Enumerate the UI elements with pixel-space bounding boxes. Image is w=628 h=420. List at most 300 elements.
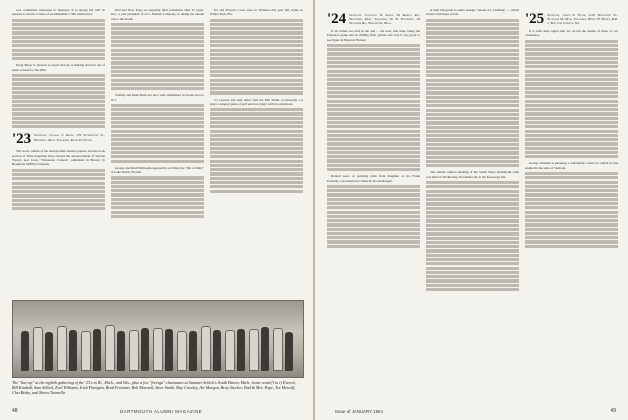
text-line: [210, 155, 303, 158]
text-line: [525, 95, 618, 98]
text-block: [12, 74, 105, 129]
text-line: [12, 104, 105, 107]
text-line: [525, 74, 618, 77]
text-line: [327, 189, 420, 192]
text-line: [327, 74, 420, 77]
text-line: [525, 65, 618, 68]
text-line: [327, 91, 420, 94]
person-figure: [237, 329, 245, 371]
col-text: Tommy and Ruth Barth are now well established in Ocean Grove, N.J.: [111, 93, 204, 102]
person-figure: [93, 329, 101, 371]
text-line: [111, 198, 204, 201]
issue-date: Issue of JANUARY 1964: [335, 409, 383, 414]
col-text: Doug Beyer is pleased to report that he is making the best out of plans to head for the 40th.: [12, 63, 105, 72]
text-line: [12, 36, 105, 39]
text-line: [327, 185, 420, 188]
text-line: [327, 219, 420, 222]
text-line: [210, 31, 303, 34]
text-line: [525, 78, 618, 81]
text-line: [111, 155, 204, 158]
text-line: [426, 181, 519, 184]
text-line: [210, 172, 303, 175]
text-line: [327, 142, 420, 145]
text-line: [12, 82, 105, 85]
text-block: [12, 19, 105, 61]
left-page: [0, 0, 313, 420]
text-line: [426, 74, 519, 77]
text-line: [327, 130, 420, 133]
text-line: [111, 31, 204, 34]
text-line: [12, 182, 105, 185]
col-text: Roland news of wedding bells from daughter of Ira Frank Kavitsky, was married to Jamie B. Roodenburger.: [327, 174, 420, 183]
text-line: [426, 130, 519, 133]
text-line: [426, 258, 519, 261]
text-line: [426, 138, 519, 141]
text-line: [426, 31, 519, 34]
text-line: [210, 66, 303, 69]
text-line: [327, 134, 420, 137]
text-line: [327, 147, 420, 150]
text-line: [327, 232, 420, 235]
text-line: [525, 52, 618, 55]
text-line: [426, 147, 519, 150]
text-line: [210, 117, 303, 120]
text-line: [525, 236, 618, 239]
text-line: [12, 40, 105, 43]
text-line: [327, 121, 420, 124]
text-line: [426, 104, 519, 107]
text-line: [525, 112, 618, 115]
left-col-1: [12, 8, 105, 221]
text-line: [327, 198, 420, 201]
text-line: [111, 108, 204, 111]
text-line: [111, 40, 204, 43]
text-line: [525, 202, 618, 205]
text-line: [12, 78, 105, 81]
page-number-left: 48: [12, 408, 18, 414]
text-block: [111, 104, 204, 163]
text-line: [426, 87, 519, 90]
text-line: [111, 83, 204, 86]
text-line: [210, 168, 303, 171]
text-line: [426, 70, 519, 73]
text-line: [210, 87, 303, 90]
text-line: [210, 130, 303, 133]
text-line: [426, 224, 519, 227]
text-line: [327, 240, 420, 243]
text-line: [111, 176, 204, 179]
text-line: [426, 228, 519, 231]
text-line: [327, 151, 420, 154]
class-secretary: Secretary, Charles T. Reese, 176 Washington St., Haverhill, Mass. Treasurer, Roger D. Woods: [34, 133, 105, 142]
text-line: [426, 19, 519, 22]
text-line: [12, 203, 105, 206]
text-line: [210, 125, 303, 128]
text-line: [426, 160, 519, 163]
text-line: [12, 121, 105, 124]
text-line: [426, 40, 519, 43]
text-line: [111, 36, 204, 39]
text-line: [426, 245, 519, 248]
text-line: [525, 61, 618, 64]
text-line: [210, 185, 303, 188]
text-line: [210, 151, 303, 154]
text-line: [525, 176, 618, 179]
text-line: [210, 142, 303, 145]
person-figure: [21, 331, 29, 371]
text-line: [525, 70, 618, 73]
text-line: [12, 100, 105, 103]
text-block: [525, 172, 618, 248]
text-line: [525, 125, 618, 128]
text-line: [525, 82, 618, 85]
text-line: [210, 190, 303, 193]
text-line: [327, 48, 420, 51]
text-line: [111, 66, 204, 69]
text-line: [111, 130, 204, 133]
class-secretary: Secretary, Chauncey N. Allen, 29 Ramsay Rd., Westfield, Mass. Treasurer, W. B. Woodbury, 29 Woodside Rd., Winchester, Mass.: [349, 13, 420, 26]
text-line: [327, 228, 420, 231]
text-block: [210, 19, 303, 95]
text-line: [327, 138, 420, 141]
text-line: [426, 271, 519, 274]
text-line: [111, 206, 204, 209]
text-line: [426, 49, 519, 52]
text-line: [210, 74, 303, 77]
text-block: [327, 185, 420, 248]
text-line: [525, 189, 618, 192]
text-line: [525, 91, 618, 94]
person-figure: [141, 328, 149, 371]
text-line: [111, 185, 204, 188]
text-line: [210, 53, 303, 56]
text-line: [327, 211, 420, 214]
text-line: [327, 159, 420, 162]
text-line: [327, 236, 420, 239]
text-line: [327, 112, 420, 115]
person-figure: [129, 330, 139, 371]
col-text: Dad and Dorr Pope are enjoying their retirement after 35 years. Doc, a past president of A.C. Nielsen Company, is taking his annual trip to the South.: [111, 8, 204, 21]
text-line: [210, 57, 303, 60]
text-block: [111, 176, 204, 218]
text-line: [327, 215, 420, 218]
text-line: [327, 164, 420, 167]
text-line: [327, 65, 420, 68]
text-line: [210, 44, 303, 47]
text-line: [426, 288, 519, 291]
person-figure: [225, 330, 235, 371]
text-line: [210, 83, 303, 86]
text-line: [426, 254, 519, 257]
text-line: [210, 134, 303, 137]
col-text: It is with deep regret that we record the deaths of three of our classmates.: [525, 29, 618, 38]
text-line: [426, 198, 519, 201]
text-line: [426, 27, 519, 30]
text-line: [111, 27, 204, 30]
text-block: [426, 19, 519, 168]
person-figure: [249, 329, 259, 371]
text-line: [525, 48, 618, 51]
person-figure: [57, 326, 67, 371]
class-secretary: Secretary, Joseph E. Frank, 2125 Worcester St., Waltham 54, Mass. Treasurer, Henry W. Haines, R.R. 1, Box 114, Chester, N.J.: [547, 13, 618, 26]
text-line: [525, 40, 618, 43]
text-line: [426, 66, 519, 69]
text-line: [210, 23, 303, 26]
text-line: [426, 190, 519, 193]
text-line: [12, 112, 105, 115]
text-line: [525, 219, 618, 222]
text-line: [111, 74, 204, 77]
text-line: [327, 108, 420, 111]
text-line: [111, 57, 204, 60]
text-line: [12, 190, 105, 193]
text-line: [111, 112, 204, 115]
text-line: [12, 74, 105, 77]
text-line: [111, 87, 204, 90]
person-figure: [69, 330, 77, 371]
text-line: [426, 207, 519, 210]
left-col-2: [111, 8, 204, 221]
text-block: [426, 181, 519, 291]
text-line: [210, 19, 303, 22]
right-col-1: [327, 8, 420, 294]
right-columns: [327, 8, 618, 294]
text-line: [12, 27, 105, 30]
text-line: [426, 91, 519, 94]
text-line: [111, 193, 204, 196]
text-line: [327, 125, 420, 128]
right-page: [315, 0, 628, 420]
text-line: [111, 181, 204, 184]
text-line: [12, 177, 105, 180]
person-figure: [285, 332, 293, 371]
text-line: [525, 142, 618, 145]
text-line: [327, 117, 420, 120]
text-line: [12, 169, 105, 172]
text-line: [12, 186, 105, 189]
text-line: [426, 275, 519, 278]
text-line: [525, 223, 618, 226]
person-figure: [153, 328, 163, 371]
text-line: [525, 181, 618, 184]
text-line: [111, 160, 204, 163]
text-line: [111, 215, 204, 218]
person-figure: [81, 331, 91, 371]
text-line: [12, 91, 105, 94]
text-line: [210, 160, 303, 163]
text-line: [210, 164, 303, 167]
text-line: [426, 151, 519, 154]
text-line: [12, 194, 105, 197]
person-figure: [189, 331, 197, 371]
text-line: [111, 211, 204, 214]
text-line: [327, 87, 420, 90]
text-block: [210, 108, 303, 193]
text-line: [525, 57, 618, 60]
text-line: [426, 241, 519, 244]
text-line: [327, 61, 420, 64]
text-line: [525, 232, 618, 235]
class-year: '24: [327, 11, 347, 27]
text-line: [210, 112, 303, 115]
col-text: It all comes out well in the end ... the next, this time, being the Princeton game and in chilling final quarter and won it was good to see figure in Hanover Barney.: [327, 29, 420, 42]
text-block: [12, 169, 105, 211]
text-line: [525, 198, 618, 201]
class-year: '23: [12, 131, 32, 148]
left-columns: [12, 8, 303, 221]
text-line: [210, 61, 303, 64]
text-line: [327, 104, 420, 107]
text-line: [210, 121, 303, 124]
text-line: [426, 96, 519, 99]
text-line: [111, 121, 204, 124]
text-line: [12, 19, 105, 22]
text-line: [210, 49, 303, 52]
text-line: [327, 78, 420, 81]
text-line: [111, 151, 204, 154]
text-line: [525, 130, 618, 133]
person-figure: [117, 331, 125, 371]
text-line: [327, 193, 420, 196]
text-line: [210, 79, 303, 82]
text-line: [210, 91, 303, 94]
text-line: [525, 87, 618, 90]
text-line: [426, 53, 519, 56]
text-line: [210, 70, 303, 73]
text-line: [111, 44, 204, 47]
person-figure: [165, 329, 173, 371]
text-line: [210, 138, 303, 141]
col-text: Ed and Frances Cook were in Vermont this past fall, home in Winter Park, Fla.: [210, 8, 303, 17]
text-line: [426, 262, 519, 265]
text-line: [12, 23, 105, 26]
text-line: [111, 138, 204, 141]
text-line: [426, 202, 519, 205]
text-line: [327, 206, 420, 209]
text-line: [525, 172, 618, 175]
text-line: [111, 189, 204, 192]
text-line: [210, 177, 303, 180]
text-line: [426, 79, 519, 82]
text-line: [426, 109, 519, 112]
text-line: [426, 249, 519, 252]
text-line: [12, 108, 105, 111]
text-line: [525, 228, 618, 231]
col-text: was committed wholesale to business. It is strong but will be pleased to receive a news of Grandmother's 70th anniversary.: [12, 8, 105, 17]
class-section-head: [327, 12, 420, 26]
text-line: [210, 36, 303, 39]
text-line: [327, 155, 420, 158]
text-line: [111, 134, 204, 137]
page-number-right: 49: [610, 408, 616, 414]
text-block: [525, 40, 618, 159]
text-line: [327, 202, 420, 205]
text-line: [426, 117, 519, 120]
text-line: [426, 57, 519, 60]
text-line: [426, 113, 519, 116]
col-text: The book column of the metropolitan Sunday papers, and the book section of Time magazine have carried the announcement of Warren Tryon's new book, "Parnassus Corners", published in Boston by Houghton Mifflin Company.: [12, 149, 105, 167]
text-line: [111, 104, 204, 107]
text-line: [12, 207, 105, 210]
text-line: [12, 117, 105, 120]
text-line: [426, 44, 519, 47]
right-col-3: [525, 8, 618, 294]
text-line: [327, 52, 420, 55]
text-line: [111, 70, 204, 73]
col-text: The annual reunion meeting of the South Shore Dartmouth Club was held on Wednesday, November 20, at the Kearsarge Inn.: [426, 170, 519, 179]
text-line: [525, 147, 618, 150]
text-line: [525, 108, 618, 111]
text-line: [210, 108, 303, 111]
text-line: [426, 121, 519, 124]
text-line: [426, 219, 519, 222]
person-figure: [201, 326, 211, 371]
text-line: [426, 143, 519, 146]
text-line: [12, 87, 105, 90]
text-line: [12, 125, 105, 128]
text-line: [525, 121, 618, 124]
text-line: [426, 134, 519, 137]
magazine-name: DARTMOUTH ALUMNI MAGAZINE: [120, 409, 203, 414]
text-line: [12, 53, 105, 56]
col-text: Cy Gordon and wife Alice visit the Phil Smith occasionally. Cy plays a snappy game of golf and now plays with his grandsons.: [210, 97, 303, 106]
text-line: [111, 125, 204, 128]
text-line: [525, 117, 618, 120]
text-line: [525, 155, 618, 158]
col-text: George Amsden is pursuing a remarkable career for which he has studied in the state of Vermont.: [525, 161, 618, 170]
person-figure: [177, 331, 187, 371]
text-line: [426, 156, 519, 159]
text-line: [111, 147, 204, 150]
text-line: [426, 211, 519, 214]
person-figure: [273, 328, 283, 371]
text-line: [525, 44, 618, 47]
text-line: [426, 36, 519, 39]
text-line: [210, 181, 303, 184]
text-line: [12, 199, 105, 202]
col-text: at their 6th grade as entire antique "About A.J. Liebling" — which started with these words.: [426, 8, 519, 17]
text-block: [111, 23, 204, 90]
person-figure: [213, 330, 221, 371]
text-line: [426, 232, 519, 235]
person-figure: [33, 327, 43, 371]
class-year: '25: [525, 11, 545, 27]
text-line: [327, 44, 420, 47]
text-line: [327, 95, 420, 98]
text-line: [327, 245, 420, 248]
right-col-2: [426, 8, 519, 294]
person-figure: [105, 325, 115, 371]
text-line: [525, 215, 618, 218]
text-line: [327, 82, 420, 85]
text-line: [327, 57, 420, 60]
text-line: [525, 206, 618, 209]
person-figure: [261, 327, 269, 371]
text-line: [525, 100, 618, 103]
text-line: [210, 27, 303, 30]
text-line: [12, 173, 105, 176]
text-line: [111, 61, 204, 64]
text-line: [327, 223, 420, 226]
text-line: [426, 61, 519, 64]
text-line: [111, 117, 204, 120]
text-line: [210, 40, 303, 43]
text-line: [111, 142, 204, 145]
text-line: [525, 245, 618, 248]
class-section-head: [12, 132, 105, 146]
text-line: [111, 79, 204, 82]
text-line: [525, 134, 618, 137]
